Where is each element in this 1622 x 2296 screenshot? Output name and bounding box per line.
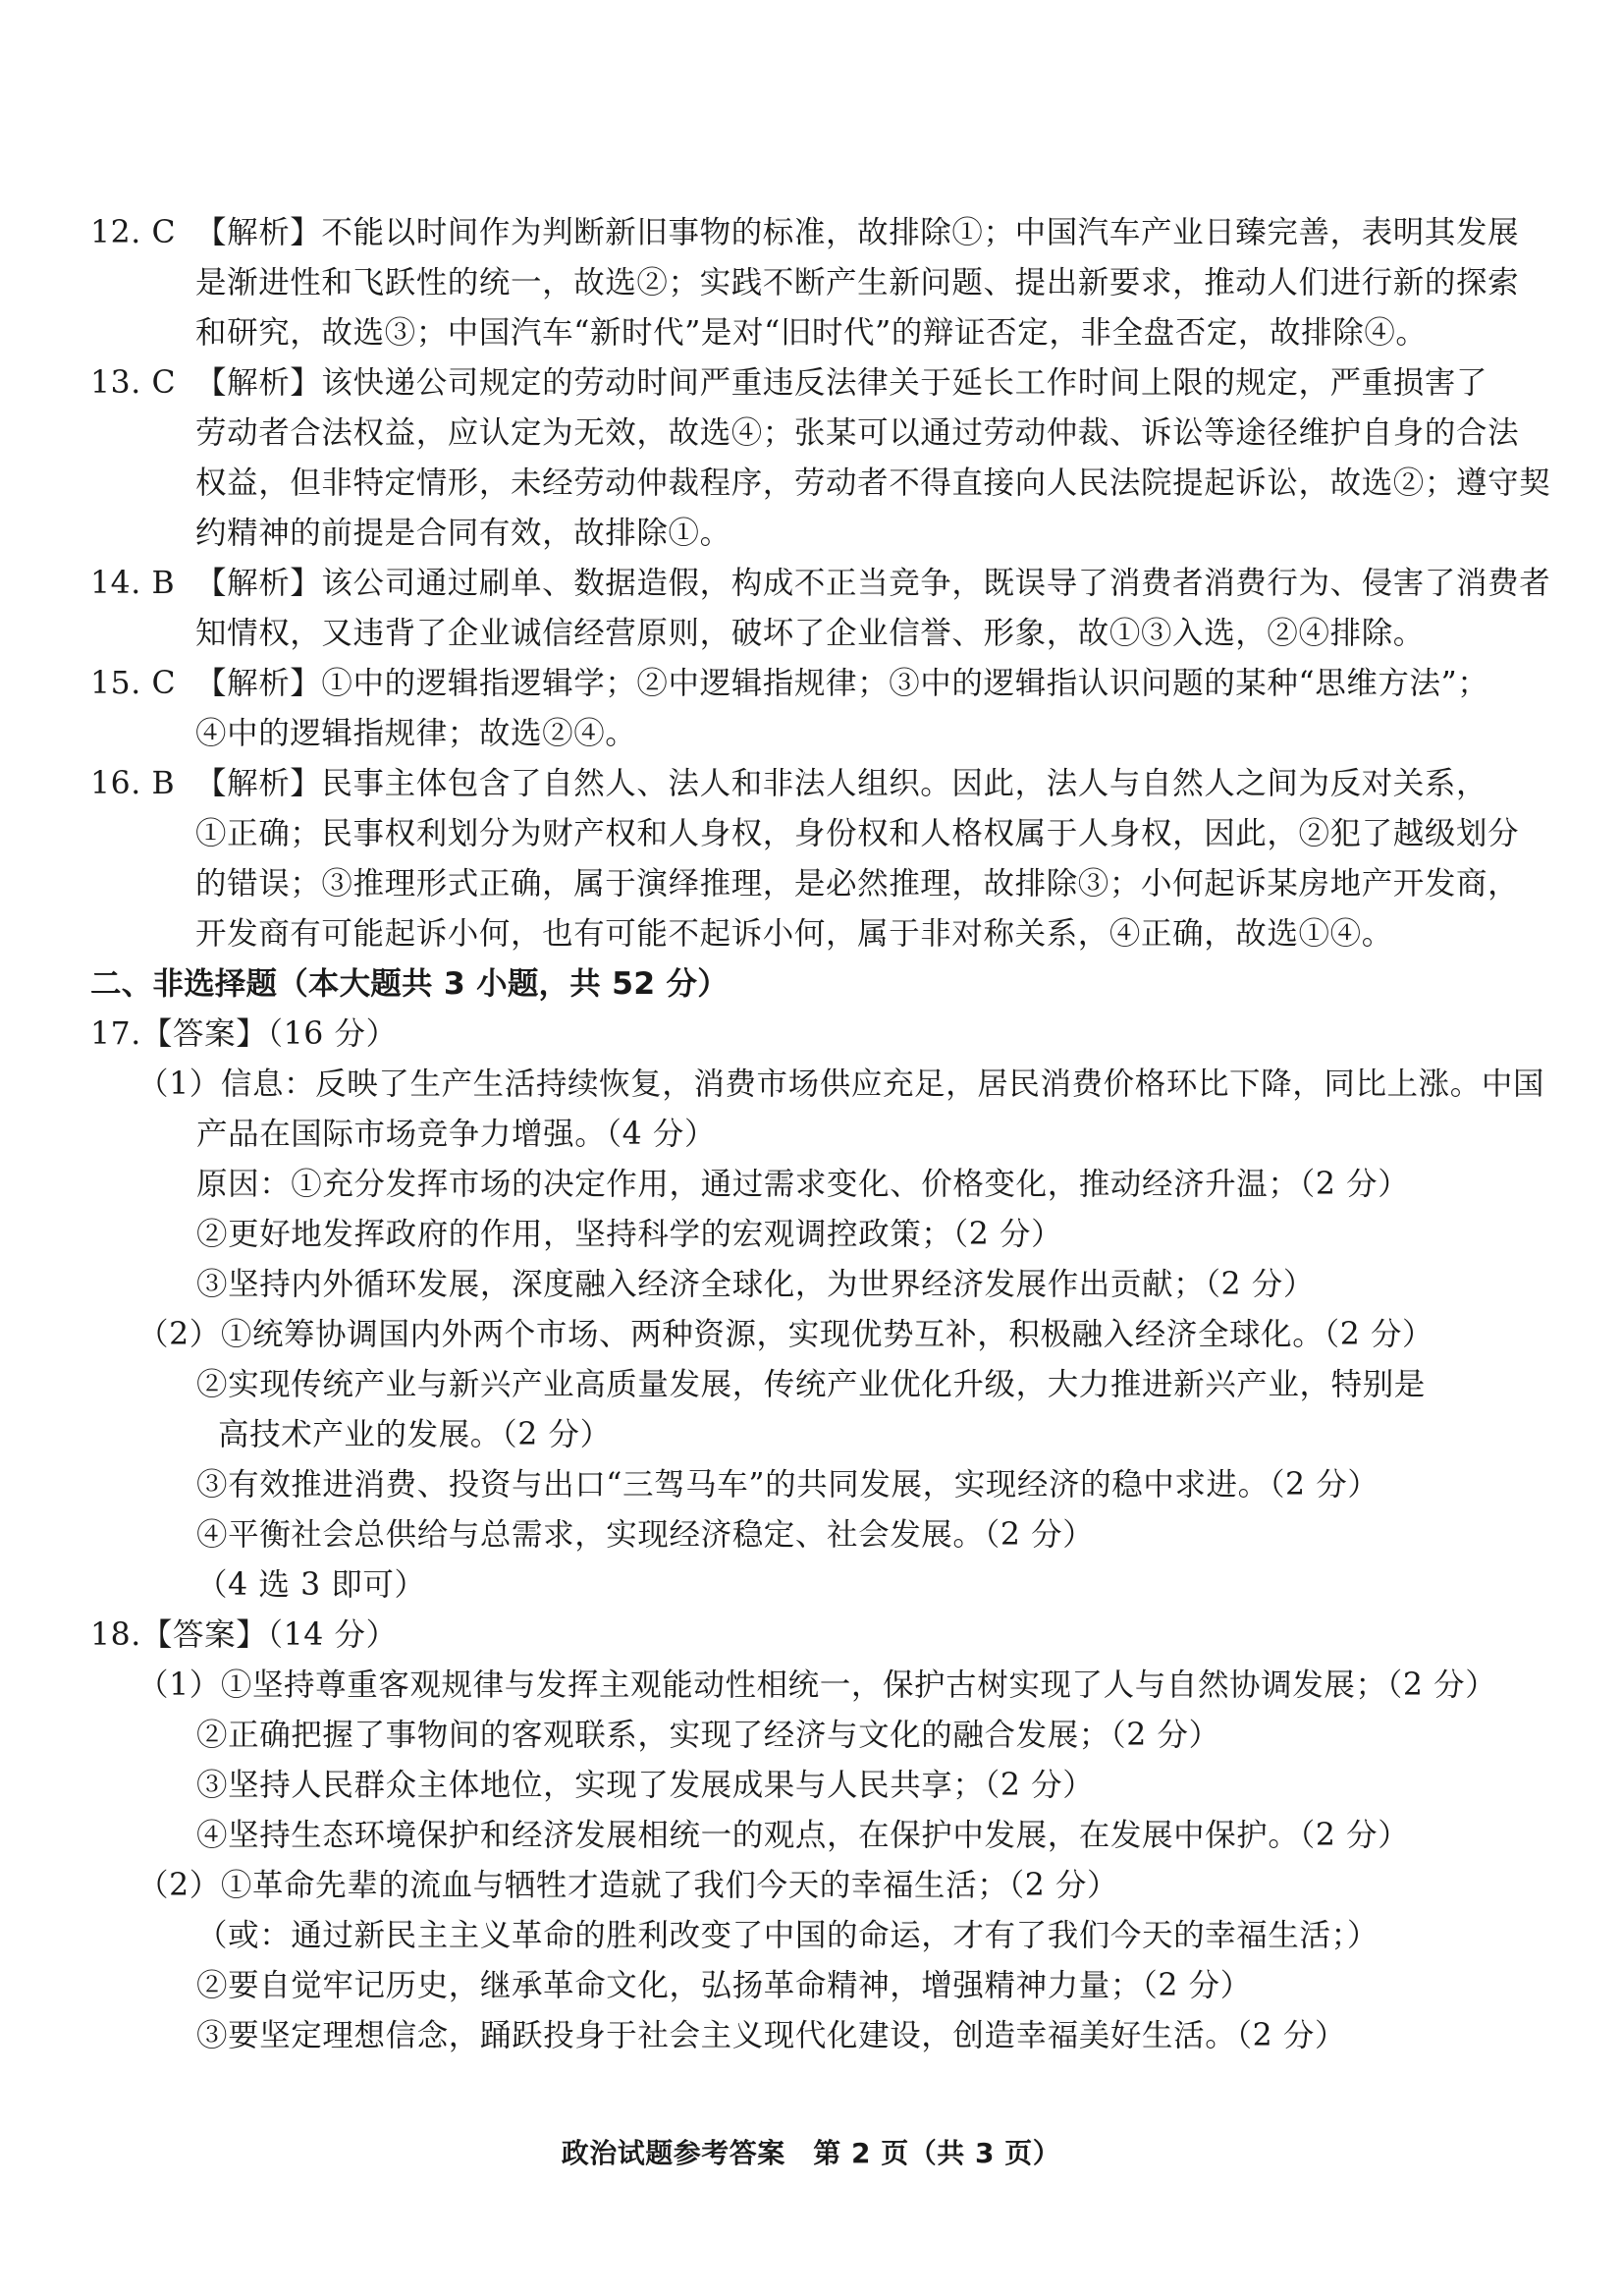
- answer-line: ③坚持人民群众主体地位，实现了发展成果与人民共享；（2 分）: [196, 1768, 1095, 1803]
- mc-line: 是渐进性和飞跃性的统一，故选②；实践不断产生新问题、提出新要求，推动人们进行新的探索: [195, 265, 1520, 301]
- mc-line: ①正确；民事权利划分为财产权和人身权，身份权和人格权属于人身权，因此，②犯了越级划分: [195, 816, 1520, 851]
- mc-number: 15. C: [90, 666, 177, 701]
- answer-line: 产品在国际市场竞争力增强。（4 分）: [196, 1117, 717, 1152]
- mc-text: 【解析】该快递公司规定的劳动时间严重违反法律关于延长工作时间上限的规定，严重损害了: [195, 365, 1488, 401]
- answer-line: （2）①统筹协调国内外两个市场、两种资源，实现优势互补，积极融入经济全球化。（2 分）: [137, 1317, 1434, 1352]
- mc-number: 14. B: [90, 566, 176, 601]
- answer-line: ③有效推进消费、投资与出口“三驾马车”的共同发展，实现经济的稳中求进。（2 分）: [196, 1467, 1379, 1503]
- answer-line: ②更好地发挥政府的作用，坚持科学的宏观调控政策；（2 分）: [196, 1217, 1063, 1252]
- mc-line: 约精神的前提是合同有效，故排除①。: [195, 516, 731, 551]
- answer-line: ③坚持内外循环发展，深度融入经济全球化，为世界经济发展作出贡献；（2 分）: [196, 1267, 1316, 1302]
- mc-item-14: [90, 559, 1551, 659]
- mc-line: [90, 659, 1543, 709]
- question-18-header: 18.【答案】（14 分）: [90, 1617, 398, 1653]
- mc-item-15: [90, 659, 1543, 759]
- mc-line: [90, 559, 1551, 609]
- answer-line: ④平衡社会总供给与总需求，实现经济稳定、社会发展。（2 分）: [196, 1517, 1095, 1553]
- mc-item-12: [90, 208, 1543, 358]
- answer-line: （1）信息：反映了生产生活持续恢复，消费市场供应充足，居民消费价格环比下降，同比上涨。中国: [137, 1066, 1545, 1102]
- page-footer: 政治试题参考答案 第 2 页（共 3 页）: [561, 2137, 1061, 2169]
- mc-line: 的错误；③推理形式正确，属于演绎推理，是必然推理，故排除③；小何起诉某房地产开发商，: [195, 866, 1520, 902]
- question-18-answers: [90, 1661, 1543, 2061]
- answer-line: 原因：①充分发挥市场的决定作用，通过需求变化、价格变化，推动经济升温；（2 分）: [196, 1167, 1410, 1202]
- mc-line: 知情权，又违背了企业诚信经营原则，破坏了企业信誉、形象，故①③入选，②④排除。: [195, 616, 1425, 651]
- mc-item-16: [90, 759, 1543, 959]
- mc-line: 开发商有可能起诉小何，也有可能不起诉小何，属于非对称关系，④正确，故选①④。: [195, 916, 1393, 952]
- mc-text: 【解析】该公司通过刷单、数据造假，构成不正当竞争，既误导了消费者消费行为、侵害了消费者: [195, 566, 1551, 601]
- answer-line: ②实现传统产业与新兴产业高质量发展，传统产业优化升级，大力推进新兴产业，特别是: [196, 1367, 1426, 1402]
- answer-line: （2）①革命先辈的流血与牺牲才造就了我们今天的幸福生活；（2 分）: [137, 1868, 1119, 1903]
- mc-text: 【解析】①中的逻辑指逻辑学；②中逻辑指规律；③中的逻辑指认识问题的某种“思维方法”；: [195, 666, 1489, 701]
- mc-line: 劳动者合法权益，应认定为无效，故选④；张某可以通过劳动仲裁、诉讼等途径维护自身的合法: [195, 415, 1520, 451]
- answer-line: （或：通过新民主主义革命的胜利改变了中国的命运，才有了我们今天的幸福生活；）: [196, 1918, 1379, 1953]
- answer-line: ③要坚定理想信念，踊跃投身于社会主义现代化建设，创造幸福美好生活。（2 分）: [196, 2018, 1347, 2053]
- answer-line: （4 选 3 即可）: [196, 1567, 426, 1603]
- question-17-answers: [90, 1060, 1543, 1611]
- answer-line: ②要自觉牢记历史，继承革命文化，弘扬革命精神，增强精神力量；（2 分）: [196, 1968, 1252, 2003]
- mc-number: 13. C: [90, 365, 177, 401]
- mc-text: 【解析】不能以时间作为判断新旧事物的标准，故排除①；中国汽车产业日臻完善，表明其发展: [195, 215, 1520, 250]
- mc-line: 和研究，故选③；中国汽车“新时代”是对“旧时代”的辩证否定，非全盘否定，故排除④。: [195, 315, 1428, 351]
- answer-content: [90, 208, 1551, 2061]
- question-17-header: 17.【答案】（16 分）: [90, 1016, 398, 1052]
- mc-item-13: [90, 358, 1551, 559]
- mc-line: [90, 208, 1543, 258]
- answer-line: ②正确把握了事物间的客观联系，实现了经济与文化的融合发展；（2 分）: [196, 1718, 1220, 1753]
- mc-number: 12. C: [90, 215, 177, 250]
- answer-line: 高技术产业的发展。（2 分）: [218, 1417, 612, 1452]
- mc-number: 16. B: [90, 766, 176, 801]
- mc-line: ④中的逻辑指规律；故选②④。: [195, 716, 637, 751]
- answer-line: ④坚持生态环境保护和经济发展相统一的观点，在保护中发展，在发展中保护。（2 分）: [196, 1818, 1410, 1853]
- mc-line: [90, 759, 1543, 809]
- mc-line: 权益，但非特定情形，未经劳动仲裁程序，劳动者不得直接向人民法院提起诉讼，故选②；遵守契: [195, 465, 1551, 501]
- mc-text: 【解析】民事主体包含了自然人、法人和非法人组织。因此，法人与自然人之间为反对关系，: [195, 766, 1488, 801]
- mc-line: [90, 358, 1543, 409]
- answer-line: （1）①坚持尊重客观规律与发挥主观能动性相统一，保护古树实现了人与自然协调发展；（2 分）: [137, 1667, 1497, 1703]
- section-heading: 二、非选择题（本大题共 3 小题，共 52 分）: [90, 966, 729, 1002]
